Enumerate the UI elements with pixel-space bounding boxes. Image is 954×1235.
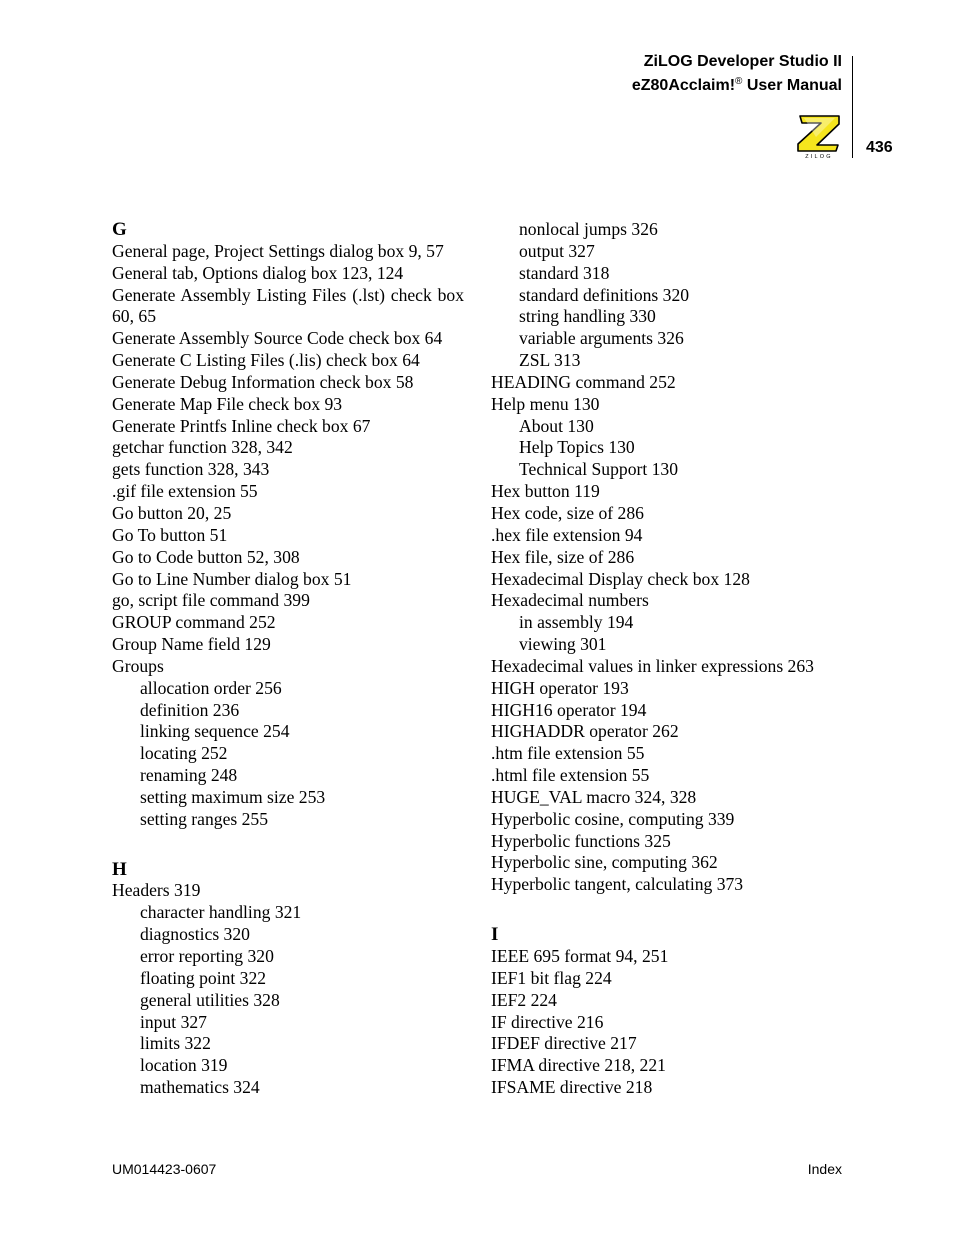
index-subentry: nonlocal jumps 326 [519, 219, 658, 239]
index-entry: Hex code, size of 286 [491, 502, 644, 523]
index-subentry: location 319 [140, 1055, 228, 1076]
index-entry: HIGH operator 193 [491, 677, 629, 698]
index-entry: Group Name field 129 [112, 634, 271, 655]
index-entry: Hyperbolic sine, computing 362 [491, 852, 718, 873]
index-column-left [112, 219, 464, 1099]
index-entry: Generate Map File check box 93 [112, 393, 343, 414]
index-subentry: floating point 322 [140, 967, 267, 988]
index-entry: gets function 328, 343 [112, 459, 270, 480]
index-entry: IEF2 224 [491, 989, 557, 1010]
index-entry: General tab, Options dialog box 123, 124 [112, 262, 404, 283]
index-entry: IFMA directive 218, 221 [491, 1055, 666, 1076]
index-entry: Generate Debug Information check box 58 [112, 371, 414, 392]
index-entry: Groups [112, 655, 164, 676]
header-divider [852, 56, 853, 158]
index-subentry: limits 322 [140, 1033, 211, 1054]
index-letter-h: H [112, 858, 127, 880]
index-entry: HEADING command 252 [491, 371, 676, 392]
index-entry: IFDEF directive 217 [491, 1033, 637, 1054]
index-entry: Go to Code button 52, 308 [112, 546, 300, 567]
index-entry: getchar function 328, 342 [112, 437, 293, 458]
index-entry: Go button 20, 25 [112, 502, 232, 523]
index-subentry: mathematics 324 [140, 1077, 260, 1098]
index-entry: IF directive 216 [491, 1011, 604, 1032]
index-subentry: general utilities 328 [140, 989, 280, 1010]
index-entry: Generate Printfs Inline check box 67 [112, 415, 371, 436]
index-entry: Help menu 130 [491, 393, 600, 414]
index-entry: .gif file extension 55 [112, 481, 258, 502]
manual-title-line2: eZ80Acclaim!® User Manual [631, 76, 842, 94]
index-entry: GROUP command 252 [112, 612, 276, 633]
index-entry: Generate Assembly Source Code check box 64 [112, 328, 443, 349]
index-subentry: Technical Support 130 [519, 459, 679, 480]
index-entry: .hex file extension 94 [491, 524, 643, 545]
footer-doc-number: UM014423-0607 [112, 1161, 217, 1177]
index-subentry: viewing 301 [519, 634, 607, 655]
zilog-logo [796, 113, 842, 159]
index-entry: HIGH16 operator 194 [491, 699, 647, 720]
index-letter-g: G [112, 219, 127, 240]
index-subentry: variable arguments 326 [519, 328, 684, 349]
index-subentry: string handling 330 [519, 306, 656, 327]
index-entry: Hex button 119 [491, 481, 600, 502]
index-subentry: definition 236 [140, 699, 240, 720]
index-subentry: About 130 [519, 415, 594, 436]
index-subentry: locating 252 [140, 743, 228, 764]
index-entry: Generate C Listing Files (.lis) check box 64 [112, 350, 420, 371]
logo-wordmark: ZILOG [805, 154, 833, 159]
index-column-right [491, 219, 851, 1099]
index-entry: HIGHADDR operator 262 [491, 721, 679, 742]
index-subentry: allocation order 256 [140, 677, 282, 698]
index-letter-i: I [491, 924, 499, 946]
index-subentry: standard 318 [519, 262, 610, 283]
index-entry: Generate Assembly Listing Files (.lst) check box 60, 65 [112, 284, 464, 327]
index-entry: Hyperbolic functions 325 [491, 830, 671, 851]
index-entry: Hexadecimal Display check box 128 [491, 568, 750, 589]
index-entry: Hexadecimal numbers [491, 590, 649, 611]
index-entry: Hexadecimal values in linker expressions 263 [491, 655, 814, 676]
index-entry: Hex file, size of 286 [491, 546, 635, 567]
index-entry: go, script file command 399 [112, 590, 310, 611]
index-entry: IEF1 bit flag 224 [491, 967, 612, 988]
index-subentry: renaming 248 [140, 765, 238, 786]
index-subentry: input 327 [140, 1011, 207, 1032]
index-subentry: ZSL 313 [519, 350, 581, 371]
index-subentry: error reporting 320 [140, 946, 274, 966]
index-subentry: in assembly 194 [519, 612, 634, 633]
index-subentry: setting ranges 255 [140, 808, 269, 829]
index-entry: General page, Project Settings dialog box 9, 57 [112, 240, 444, 261]
page-number: 436 [866, 139, 893, 156]
index-subentry: character handling 321 [140, 902, 302, 923]
index-entry: IFSAME directive 218 [491, 1077, 653, 1098]
index-entry: Headers 319 [112, 880, 201, 901]
index-entry: IEEE 695 format 94, 251 [491, 946, 669, 966]
index-entry: Hyperbolic cosine, computing 339 [491, 808, 735, 829]
index-entry: .htm file extension 55 [491, 743, 645, 764]
index-entry: Go To button 51 [112, 524, 228, 545]
index-subentry: setting maximum size 253 [140, 786, 326, 807]
index-subentry: standard definitions 320 [519, 284, 690, 305]
index-entry: Hyperbolic tangent, calculating 373 [491, 874, 744, 895]
zilog-logo-icon [798, 116, 839, 151]
index-entry: HUGE_VAL macro 324, 328 [491, 786, 697, 807]
index-subentry: output 327 [519, 240, 595, 261]
index-subentry: diagnostics 320 [140, 924, 250, 945]
index-entry: Go to Line Number dialog box 51 [112, 568, 352, 589]
index-subentry: linking sequence 254 [140, 721, 290, 742]
manual-title-line1: ZiLOG Developer Studio II [643, 53, 842, 70]
index-subentry: Help Topics 130 [519, 437, 635, 458]
index-entry: .html file extension 55 [491, 765, 650, 786]
footer-section: Index [807, 1161, 842, 1177]
